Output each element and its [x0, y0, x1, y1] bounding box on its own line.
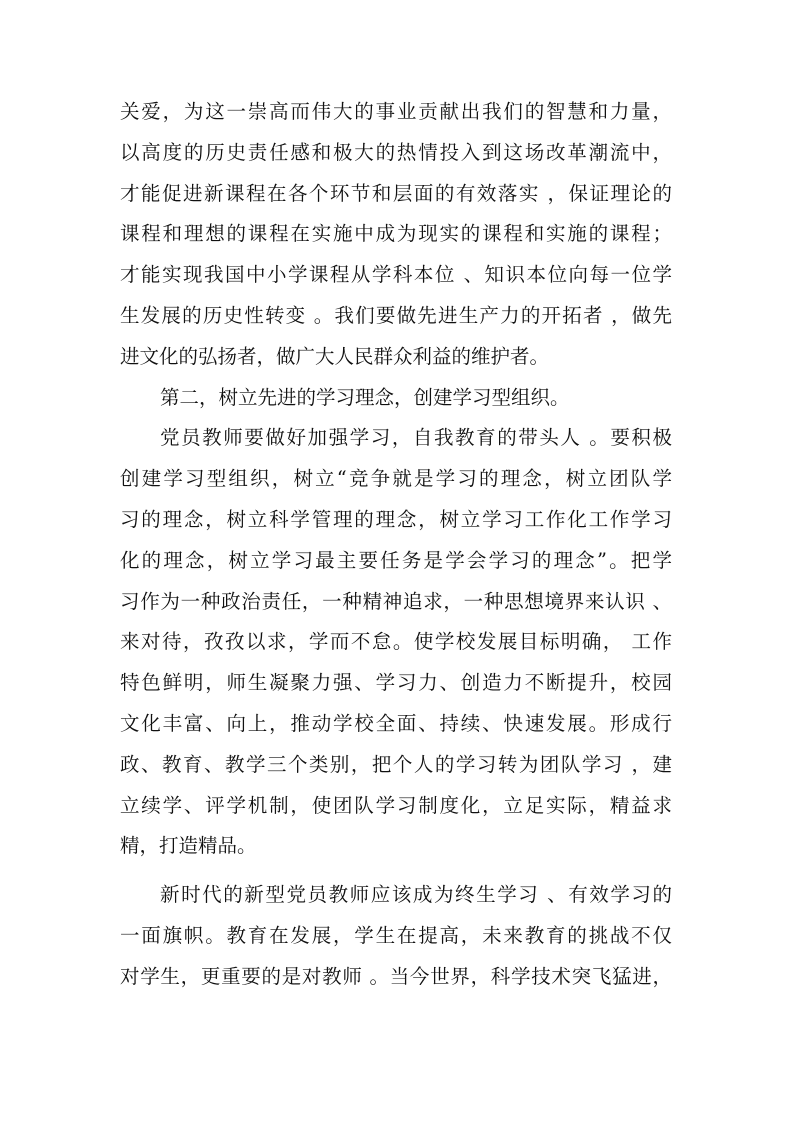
text-line: 进文化的弘扬者，做广大人民群众利益的维护者。 [120, 344, 550, 368]
text-line: 关爱，为这一崇高而伟大的事业贡献出我们的智慧和力量， [120, 100, 672, 123]
text-line: 来对待，孜孜以求，学而不怠。使学校发展目标明确， 工作 [120, 630, 672, 654]
text-line: 才能促进新课程在各个环节和层面的有效落实 ，保证理论的 [120, 181, 672, 205]
section-heading: 第二，树立先进的学习理念，创建学习型组织。 [160, 385, 570, 409]
document-body [120, 92, 672, 998]
text-line: 习的理念，树立科学管理的理念，树立学习工作化工作学习 [120, 507, 672, 531]
text-line: 新时代的新型党员教师应该成为终生学习 、有效学习的 [160, 883, 672, 907]
text-line: 化的理念，树立学习最主要任务是学会学习的理念”。把学 [120, 548, 672, 572]
paragraph-gap [120, 867, 672, 875]
text-line: 党员教师要做好加强学习，自我教育的带头人 。要积极 [160, 426, 672, 450]
text-line: 精，打造精品。 [120, 834, 257, 858]
paragraph [120, 875, 672, 997]
text-line: 创建学习型组织，树立“竞争就是学习的理念，树立团队学 [120, 467, 672, 491]
text-line: 立续学、评学机制，使团队学习制度化，立足实际，精益求 [120, 793, 672, 817]
text-line: 习作为一种政治责任，一种精神追求，一种思想境界来认识 、 [120, 589, 672, 613]
text-line: 一面旗帜。教育在发展，学生在提高，未来教育的挑战不仅 [120, 923, 672, 947]
text-line: 政、教育、教学三个类别，把个人的学习转为团队学习 ，建 [120, 752, 672, 776]
text-line: 特色鲜明，师生凝聚力强、学习力、创造力不断提升，校园 [120, 671, 672, 695]
paragraph-heading [120, 378, 672, 419]
text-line: 以高度的历史责任感和极大的热情投入到这场改革潮流中， [120, 140, 672, 164]
paragraph [120, 418, 672, 867]
paragraph [120, 92, 672, 378]
text-line: 生发展的历史性转变 。我们要做先进生产力的开拓者 ，做先 [120, 303, 672, 327]
text-line: 课程和理想的课程在实施中成为现实的课程和实施的课程； [120, 222, 672, 246]
text-line: 对学生，更重要的是对教师 。当今世界，科学技术突飞猛进， [120, 964, 672, 988]
text-line: 才能实现我国中小学课程从学科本位 、知识本位向每一位学 [120, 263, 672, 287]
text-line: 文化丰富、向上，推动学校全面、持续、快速发展。形成行 [120, 711, 672, 735]
